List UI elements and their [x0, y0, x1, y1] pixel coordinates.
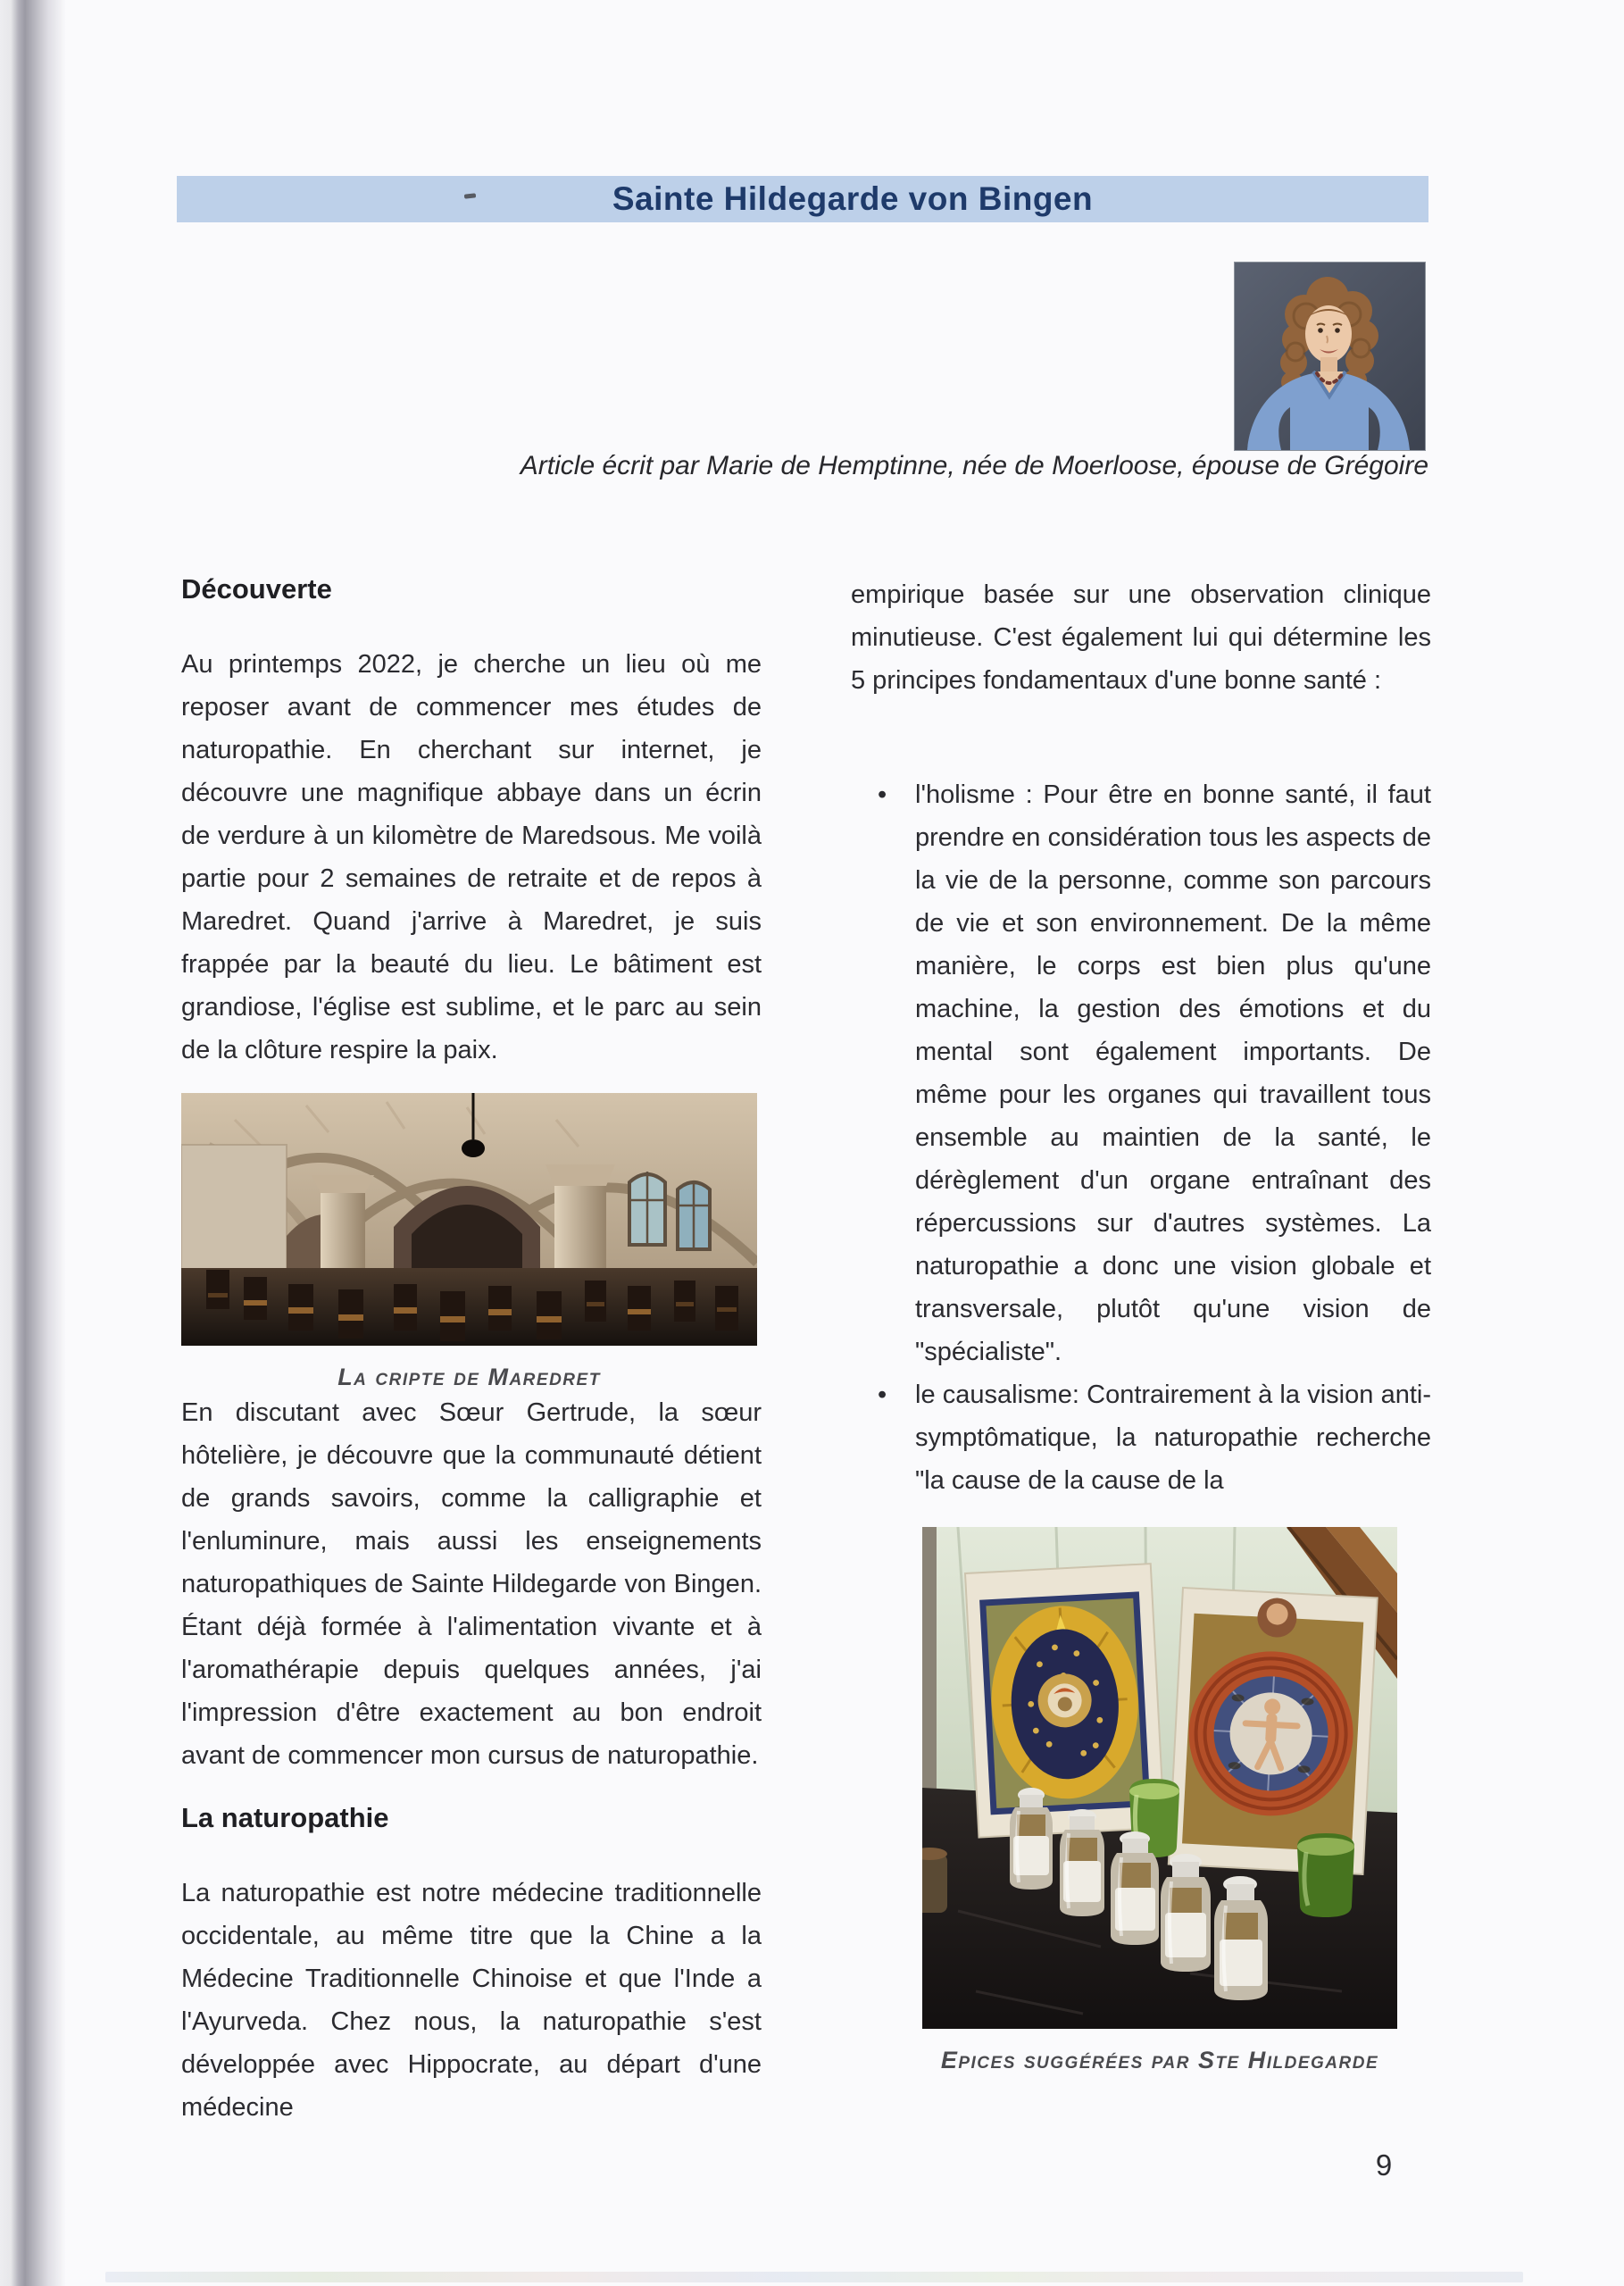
page-spine-shadow [0, 0, 70, 2286]
bullet-holisme-text: l'holisme : Pour être en bonne santé, il faut prendre en considération tous les aspects de la vie de la personne, comme son parcours de vie et son environnement. De la même manière, le corps est bien plus qu'une machine, la gestion des émotions et du mental sont également importants. De même pour les organes qui travaillent tous ensemble au maintien de la santé, le dérèglement d'un organe entraînant des répercussions sur d'autres systèmes. La naturopathie a donc une vision globale et transversale, plutôt qu'une vision de "spécialiste". [915, 780, 1431, 1366]
paragraph-discovery: Au printemps 2022, je cherche un lieu où me reposer avant de commencer mes études de naturopathie. En cherchant sur internet, je découvre une magnifique abbaye dans un écrin de verdure à un kilomètre de Maredsous. Me voilà partie pour 2 semaines de retraite et de repos à Maredret. Quand j'arrive à Maredret, je suis frappée par la beauté du lieu. Le bâtiment est grandiose, l'église est sublime, et le parc au sein de la clôture respire la paix. [181, 650, 762, 1064]
manuscript-card-right [1169, 1588, 1378, 1874]
bullet-causalisme [851, 1373, 1431, 1502]
crypt-photo [181, 1093, 757, 1346]
paragraph-naturopathy: La naturopathie est notre médecine traditionnelle occidentale, au même titre que la Chine a la Médecine Traditionnelle Chinoise et que l'Inde a l'Ayurveda. Chez nous, la naturopathie s'est développée avec Hippocrate, au départ d'une médecine [181, 1879, 762, 2122]
heading-decouverte: Découverte [181, 573, 332, 605]
bullet-icon: • [878, 780, 887, 809]
bullet-icon: • [878, 1381, 887, 1409]
jar-partial [922, 1848, 947, 1913]
crypt-photo-caption: La cripte de Maredret [337, 1364, 601, 1390]
bullet-causalisme-text: le causalisme: Contrairement à la vision anti-symptômatique, la naturopathie recherche "la cause de la cause de la [915, 1381, 1431, 1495]
spices-photo [922, 1527, 1397, 2029]
page-number: 9 [1375, 2148, 1393, 2182]
spices-photo-caption: Epices suggérées par Ste Hildegarde [940, 2047, 1379, 2073]
article-byline: Article écrit par Marie de Hemptinne, née de Moerloose, épouse de Grégoire [520, 451, 1428, 480]
portrait-illustration [1235, 263, 1425, 450]
paragraph-community: En discutant avec Sœur Gertrude, la sœur hôtelière, je découvre que la communauté détient de grands savoirs, comme la calligraphie et l'enluminure, mais aussi les enseignements naturopathiques de Sainte Hildegarde von Bingen. Étant déjà formée à l'alimentation vivante et à l'aromathérapie depuis quelques années, j'ai l'impression d'être exactement au bon endroit avant de commencer mon cursus de naturopathie. [181, 1398, 762, 1770]
votive-candle [1297, 1833, 1354, 1917]
principles-bullet-list [851, 773, 1431, 1502]
page-title: Sainte Hildegarde von Bingen [612, 180, 1094, 217]
left-column [181, 573, 762, 2129]
bullet-holisme [851, 773, 1431, 1373]
crypt-illustration [181, 1093, 757, 1346]
right-column [851, 573, 1431, 2074]
paragraph-empirique: empirique basée sur une observation clinique minutieuse. C'est également lui qui détermine les 5 principes fondamentaux d'une bonne santé : [851, 580, 1431, 695]
heading-naturopathie: La naturopathie [181, 1802, 389, 1833]
article-title-banner [177, 176, 1428, 222]
spices-illustration [922, 1527, 1397, 2029]
next-page-edge [105, 2272, 1523, 2282]
author-portrait-photo [1234, 262, 1426, 451]
